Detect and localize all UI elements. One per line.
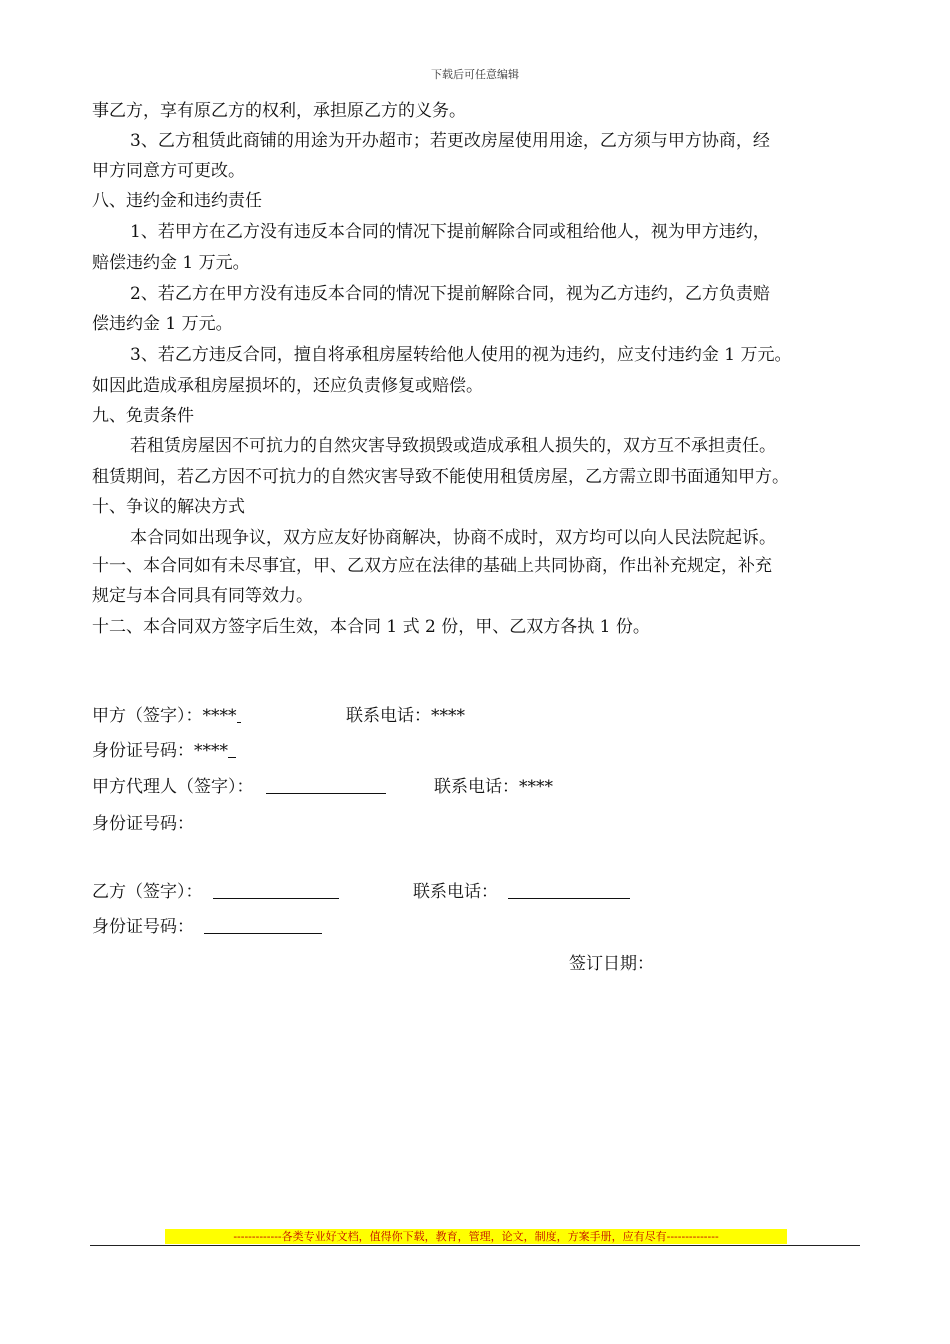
agent-id-label: 身份证号码： xyxy=(92,814,194,834)
party-a-sign-value: **** xyxy=(202,706,237,726)
party-b-id xyxy=(92,917,322,937)
paragraph-line: 甲方同意方可更改。 xyxy=(92,161,245,181)
party-a-phone xyxy=(346,706,465,726)
paragraph-line: 若租赁房屋因不可抗力的自然灾害导致损毁或造成承租人损失的，双方互不承担责任。 xyxy=(130,436,776,456)
agent-phone xyxy=(434,777,553,797)
party-a-id xyxy=(92,741,236,761)
footer-divider xyxy=(90,1245,860,1246)
party-a-sign-label: 甲方（签字）： xyxy=(92,706,203,726)
signature-line xyxy=(266,777,386,794)
paragraph-line: 赔偿违约金 1 万元。 xyxy=(92,253,250,273)
section-heading: 九、免责条件 xyxy=(92,406,194,426)
agent-phone-value: **** xyxy=(519,777,553,797)
paragraph-line: 事乙方，享有原乙方的权利，承担原乙方的义务。 xyxy=(92,101,466,121)
section-heading: 八、违约金和违约责任 xyxy=(92,191,262,211)
party-a-phone-value: **** xyxy=(431,706,465,726)
paragraph-line: 如因此造成承租房屋损坏的，还应负责修复或赔偿。 xyxy=(92,376,483,396)
paragraph-line: 3、若乙方违反合同，擅自将承租房屋转给他人使用的视为违约，应支付违约金 1 万元。 xyxy=(130,345,792,365)
agent-phone-label: 联系电话： xyxy=(434,777,519,797)
paragraph-line: 偿违约金 1 万元。 xyxy=(92,314,233,334)
signing-date xyxy=(569,954,654,974)
paragraph-line: 3、乙方租赁此商铺的用途为开办超市；若更改房屋使用用途，乙方须与甲方协商，经 xyxy=(130,131,770,151)
agent-id xyxy=(92,814,194,834)
party-a-phone-label: 联系电话： xyxy=(346,706,431,726)
paragraph-line: 十二、本合同双方签字后生效，本合同 1 式 2 份，甲、乙双方各执 1 份。 xyxy=(92,617,650,637)
agent-sign-label: 甲方代理人（签字）： xyxy=(92,777,254,797)
paragraph-line: 1、若甲方在乙方没有违反本合同的情况下提前解除合同或租给他人，视为甲方违约， xyxy=(130,222,770,242)
signature-line xyxy=(213,882,339,899)
signing-date-label: 签订日期： xyxy=(569,954,654,974)
paragraph-line: 规定与本合同具有同等效力。 xyxy=(92,586,313,606)
signature-line xyxy=(228,741,236,758)
party-a-signature xyxy=(92,706,241,726)
party-b-phone xyxy=(413,882,630,902)
section-heading: 十、争议的解决方式 xyxy=(92,497,245,517)
signature-line xyxy=(237,706,241,723)
signature-line xyxy=(204,917,322,934)
party-b-sign-label: 乙方（签字）： xyxy=(92,882,203,902)
party-b-signature xyxy=(92,882,339,902)
party-a-id-label: 身份证号码： xyxy=(92,741,194,761)
party-b-phone-label: 联系电话： xyxy=(413,882,498,902)
agent-signature xyxy=(92,777,386,797)
signature-line xyxy=(508,882,630,899)
footer-banner: -------------各类专业好文档，值得你下载，教育，管理，论文，制度，方案手册，应有尽有-------------- xyxy=(165,1229,787,1244)
paragraph-line: 本合同如出现争议，双方应友好协商解决，协商不成时，双方均可以向人民法院起诉。 xyxy=(130,528,776,548)
paragraph-line: 租赁期间，若乙方因不可抗力的自然灾害导致不能使用租赁房屋，乙方需立即书面通知甲方。 xyxy=(92,467,789,487)
party-b-id-label: 身份证号码： xyxy=(92,917,194,937)
paragraph-line: 十一、本合同如有未尽事宜，甲、乙双方应在法律的基础上共同协商，作出补充规定，补充 xyxy=(92,556,772,576)
page-header: 下载后可任意编辑 xyxy=(431,68,519,81)
paragraph-line: 2、若乙方在甲方没有违反本合同的情况下提前解除合同，视为乙方违约，乙方负责赔 xyxy=(130,284,770,304)
party-a-id-value: **** xyxy=(194,741,228,761)
